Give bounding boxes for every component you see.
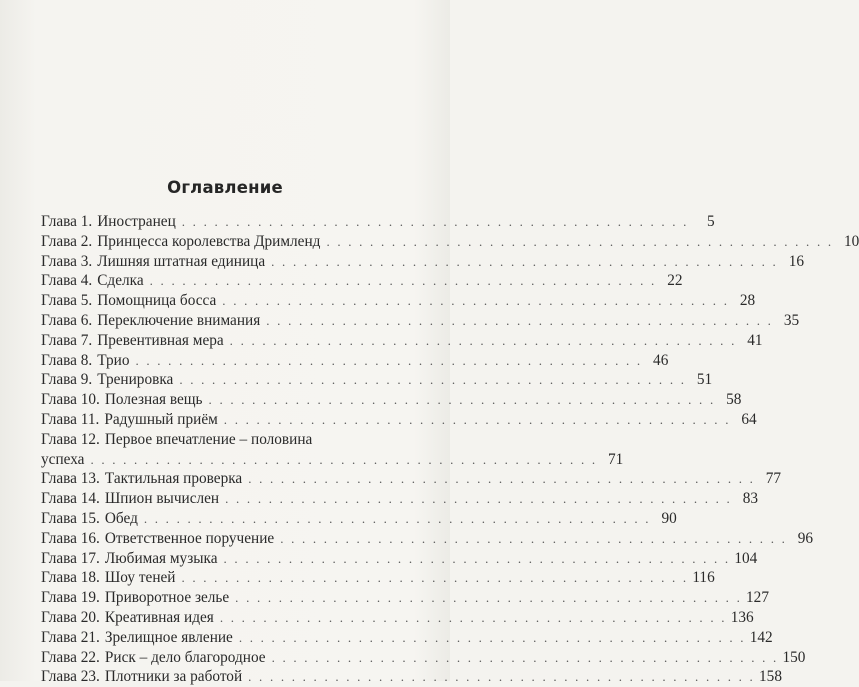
leader-dots: . . . . . . . . . . . . . . . . . . . . . . . . . . . . . . . . . . . . . . . . . . . . . . .: [248, 471, 756, 487]
chapter-number: Глава 1.: [41, 213, 93, 230]
chapter-title: Приворотное зелье: [104, 589, 230, 607]
toc-entry: [41, 331, 763, 351]
chapter-number: Глава 7.: [41, 331, 93, 349]
chapter-title: Первое впечатление – половина: [104, 430, 313, 448]
chapter-number: Глава 5.: [41, 292, 93, 310]
page-number: 46: [653, 351, 669, 369]
chapter-title: Любимая музыка: [104, 549, 218, 567]
toc-entry: [41, 410, 757, 430]
toc-entry: [41, 648, 806, 668]
toc-entry: [41, 291, 756, 311]
chapter-title: Сделка: [97, 272, 144, 290]
leader-dots: . . . . . . . . . . . . . . . . . . . . . . . . . . . . . . . . . . . . . . . . . . . . . . .: [225, 491, 732, 507]
toc-entry: [41, 252, 804, 272]
page-number: 28: [739, 292, 756, 310]
chapter-number: Глава 14.: [41, 490, 100, 508]
leader-dots: . . . . . . . . . . . . . . . . . . . . . . . . . . . . . . . . . . . . . . . . . . . . . . .: [238, 629, 746, 645]
leader-dots: . . . . . . . . . . . . . . . . . . . . . . . . . . . . . . . . . . . . . . . . . . . . . . .: [271, 253, 778, 269]
chapter-title: Шпион вычислен: [104, 490, 220, 508]
chapter-number: Глава 8.: [41, 351, 93, 369]
toc-entry: [41, 370, 713, 390]
chapter-title: Принцесса королевства Дримленд: [97, 232, 321, 250]
chapter-number: Глава 9.: [41, 371, 93, 389]
leader-dots: . . . . . . . . . . . . . . . . . . . . . . . . . . . . . . . . . . . . . . . . . . . . . . .: [229, 332, 737, 348]
chapter-title: Превентивная мера: [97, 331, 224, 349]
page-number: 116: [692, 569, 715, 587]
leader-dots: . . . . . . . . . . . . . . . . . . . . . . . . . . . . . . . . . . . . . . . . . . . . . . .: [326, 233, 834, 249]
chapter-title: Лишняя штатная единица: [97, 252, 266, 270]
chapter-number: Глава 22.: [41, 648, 100, 666]
chapter-title: Риск – дело благородное: [104, 648, 266, 666]
leader-dots: . . . . . . . . . . . . . . . . . . . . . . . . . . . . . . . . . . . . . . . . . . . . . . .: [222, 293, 730, 309]
chapter-title: Креативная идея: [104, 608, 214, 626]
page-number: 41: [747, 331, 763, 349]
toc-entry: [41, 489, 758, 509]
toc-entry: [41, 311, 800, 331]
chapter-number: Глава 15.: [41, 509, 100, 527]
leader-dots: . . . . . . . . . . . . . . . . . . . . . . . . . . . . . . . . . . . . . . . . . . . . . . .: [179, 372, 687, 388]
page-number: 96: [797, 529, 814, 547]
toc-entry: [41, 667, 782, 687]
toc-entry: [41, 390, 742, 410]
toc-entry: [41, 232, 859, 252]
page-number: 5: [706, 213, 715, 230]
chapter-title: Радушный приём: [104, 410, 218, 428]
toc-entry: [41, 469, 782, 489]
leader-dots: . . . . . . . . . . . . . . . . . . . . . . . . . . . . . . . . . . . . . . . . . . . . . . .: [143, 510, 651, 526]
page-number: 64: [741, 410, 757, 428]
page-number: 90: [661, 509, 677, 527]
chapter-title: Плотники за работой: [104, 668, 243, 686]
chapter-number: Глава 10.: [41, 391, 100, 409]
page-number: 142: [749, 628, 773, 646]
toc-entry: [41, 509, 677, 529]
page-number: 104: [734, 549, 758, 567]
page-number: 58: [726, 391, 742, 409]
toc-entry: [41, 588, 769, 608]
leader-dots: . . . . . . . . . . . . . . . . . . . . . . . . . . . . . . . . . . . . . . . . . . . . . . .: [248, 669, 756, 685]
toc-entry: [41, 430, 624, 470]
page-number: 127: [746, 589, 769, 607]
page-number: 77: [765, 470, 782, 488]
page-number: 10: [844, 232, 859, 250]
chapter-title: Трио: [97, 351, 130, 369]
leader-dots: . . . . . . . . . . . . . . . . . . . . . . . . . . . . . . . . . . . . . . . . . . . . . . .: [181, 570, 689, 586]
chapter-title: Иностранец: [97, 213, 176, 230]
table-of-contents: [41, 212, 859, 687]
chapter-number: Глава 23.: [41, 668, 100, 686]
chapter-number: Глава 17.: [41, 549, 100, 567]
page-number: 136: [730, 608, 754, 626]
leader-dots: . . . . . . . . . . . . . . . . . . . . . . . . . . . . . . . . . . . . . . . . . . . . . . .: [280, 530, 788, 546]
toc-heading: Оглавление: [167, 178, 283, 197]
toc-entry: [41, 568, 715, 588]
chapter-title: Ответственное поручение: [104, 529, 275, 547]
leader-dots: . . . . . . . . . . . . . . . . . . . . . . . . . . . . . . . . . . . . . . . . . . . . . . .: [266, 312, 774, 328]
leader-dots: . . . . . . . . . . . . . . . . . . . . . . . . . . . . . . . . . . . . . . . . . . . . . . .: [223, 550, 731, 566]
toc-entry: [41, 628, 773, 648]
leader-dots: . . . . . . . . . . . . . . . . . . . . . . . . . . . . . . . . . . . . . . . . . . . . . . .: [181, 214, 689, 229]
chapter-title: Обед: [104, 509, 138, 527]
chapter-number: Глава 16.: [41, 529, 100, 547]
leader-dots: . . . . . . . . . . . . . . . . . . . . . . . . . . . . . . . . . . . . . . . . . . . . . . .: [135, 352, 643, 368]
chapter-number: Глава 20.: [41, 608, 100, 626]
chapter-title: Зрелищное явление: [104, 628, 233, 646]
page-number: 158: [759, 668, 782, 686]
chapter-title: Тренировка: [97, 371, 174, 389]
page-number: 22: [667, 272, 683, 290]
leader-dots: . . . . . . . . . . . . . . . . . . . . . . . . . . . . . . . . . . . . . . . . . . . . . . .: [271, 649, 779, 665]
leader-dots: . . . . . . . . . . . . . . . . . . . . . . . . . . . . . . . . . . . . . . . . . . . . . . .: [149, 273, 657, 289]
page-number: 71: [608, 450, 624, 468]
toc-entry: [41, 529, 814, 549]
page-number: 150: [782, 648, 806, 666]
chapter-number: Глава 11.: [41, 410, 100, 428]
page-number: 35: [783, 311, 800, 329]
toc-entry: [41, 271, 683, 291]
chapter-number: Глава 13.: [41, 470, 100, 488]
chapter-number: Глава 4.: [41, 272, 93, 290]
toc-entry: [41, 351, 669, 371]
page-number: 51: [696, 371, 713, 389]
chapter-number: Глава 6.: [41, 311, 93, 329]
toc-entry: [41, 212, 715, 232]
chapter-title: Шоу теней: [104, 569, 176, 587]
leader-dots: . . . . . . . . . . . . . . . . . . . . . . . . . . . . . . . . . . . . . . . . . . . . . . .: [235, 590, 743, 606]
toc-entry: [41, 608, 754, 628]
page-number: 83: [742, 490, 758, 508]
chapter-number: Глава 3.: [41, 252, 93, 270]
chapter-number: Глава 18.: [41, 569, 100, 587]
toc-entry: [41, 549, 758, 569]
leader-dots: . . . . . . . . . . . . . . . . . . . . . . . . . . . . . . . . . . . . . . . . . . . . . . .: [208, 392, 716, 408]
chapter-number: Глава 21.: [41, 628, 100, 646]
chapter-title: Переключение внимания: [97, 311, 261, 329]
chapter-title-continued: успеха: [41, 450, 85, 468]
chapter-title: Тактильная проверка: [104, 470, 243, 488]
leader-dots: . . . . . . . . . . . . . . . . . . . . . . . . . . . . . . . . . . . . . . . . . . . . . . .: [219, 609, 727, 625]
leader-dots: . . . . . . . . . . . . . . . . . . . . . . . . . . . . . . . . . . . . . . . . . . . . . . .: [223, 411, 731, 427]
chapter-number: Глава 2.: [41, 232, 93, 250]
chapter-title: Помощница босса: [97, 292, 217, 310]
chapter-title: Полезная вещь: [104, 391, 203, 409]
chapter-number: Глава 12.: [41, 430, 100, 448]
chapter-number: Глава 19.: [41, 589, 100, 607]
page-number: 16: [788, 252, 804, 270]
leader-dots: . . . . . . . . . . . . . . . . . . . . . . . . . . . . . . . . . . . . . . . . . . . . . . .: [90, 451, 598, 467]
